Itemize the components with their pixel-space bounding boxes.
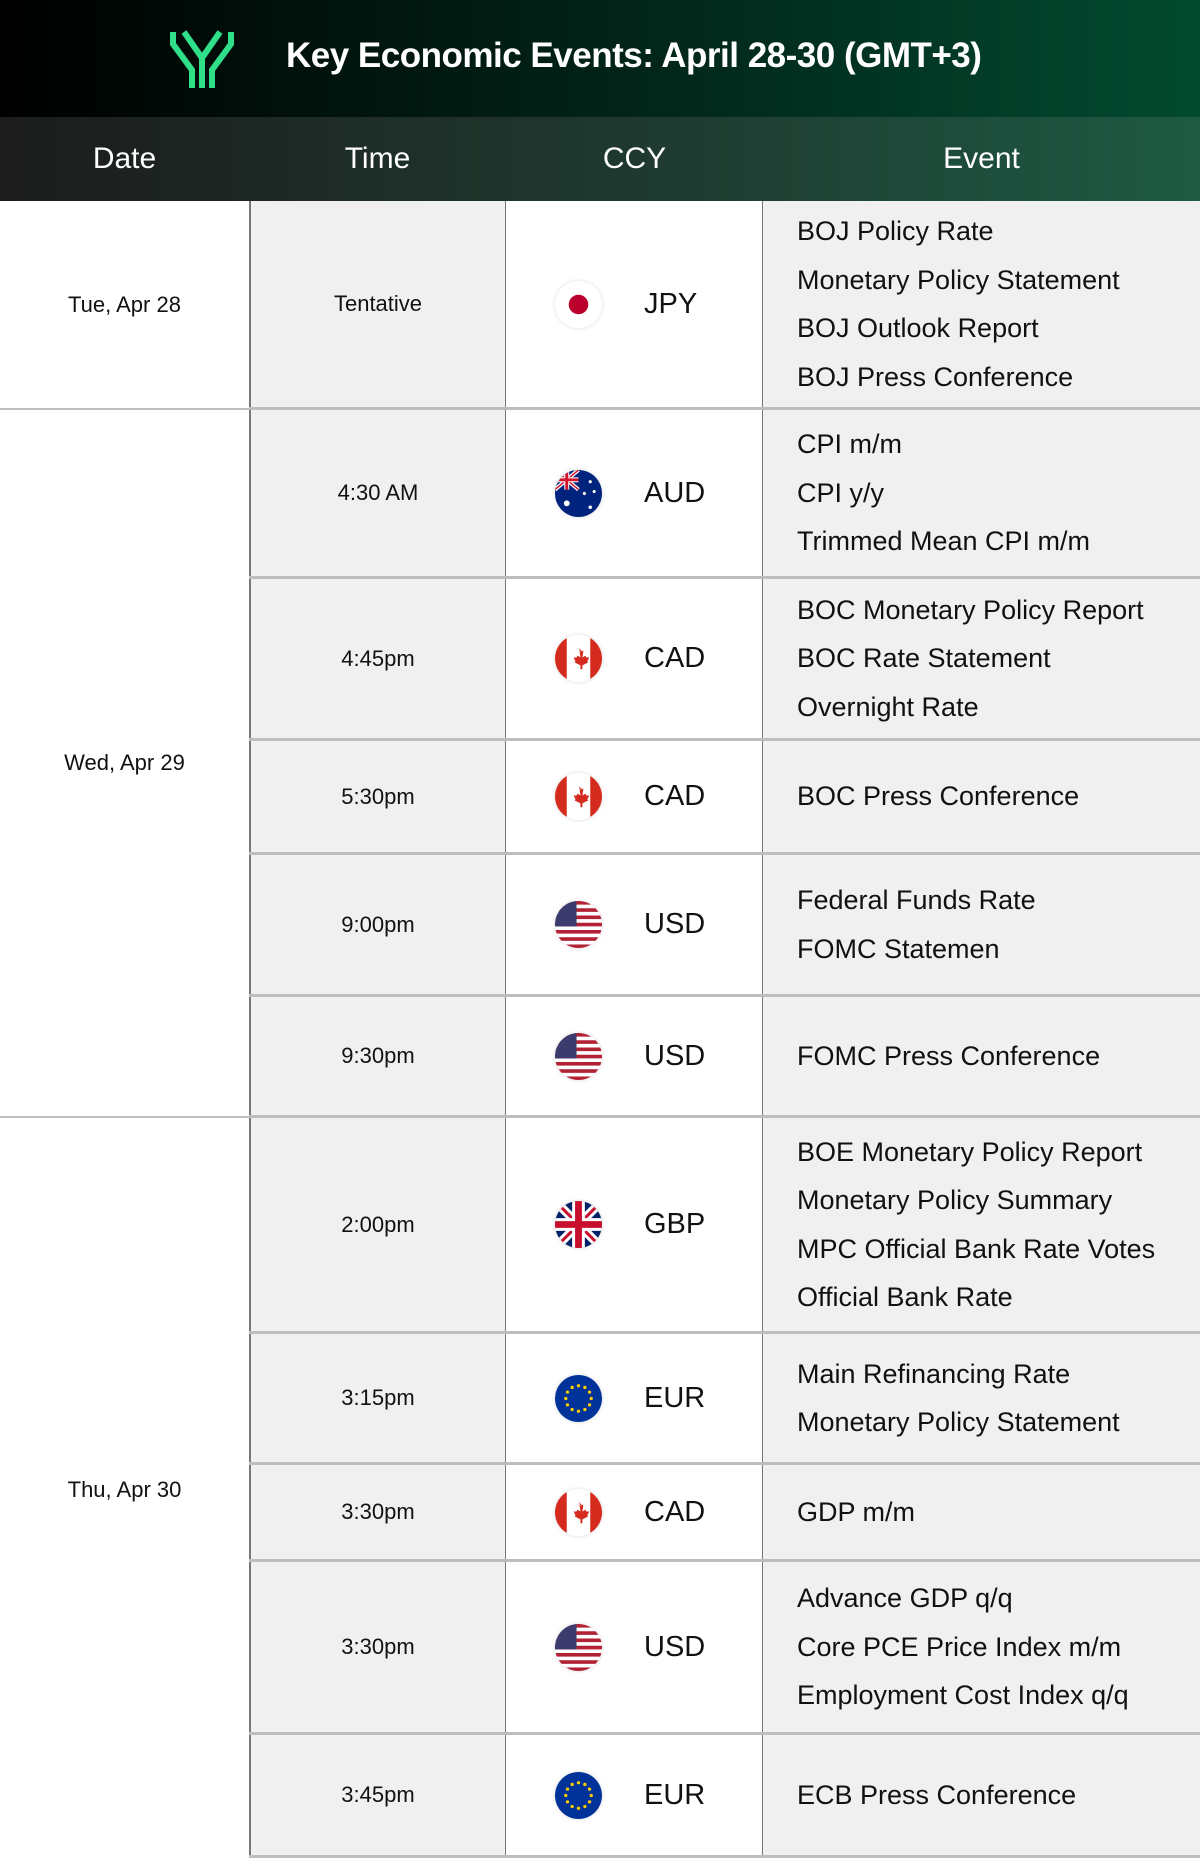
column-header-date: Date xyxy=(92,142,157,175)
event-name: BOE Monetary Policy Report xyxy=(797,1136,1143,1167)
currency-code: CAD xyxy=(644,642,706,674)
event-name: Core PCE Price Index m/m xyxy=(797,1631,1122,1662)
currency-cell xyxy=(506,579,763,738)
event-name: Advance GDP q/q xyxy=(797,1583,1013,1614)
page-title: Key Economic Events: April 28-30 (GMT+3) xyxy=(286,36,982,75)
event-name: Monetary Policy Statement xyxy=(797,1407,1120,1437)
event-name: BOC Rate Statement xyxy=(797,643,1051,674)
currency-code: CAD xyxy=(644,780,706,812)
event-name: BOC Press Conference xyxy=(797,781,1080,812)
event-cell xyxy=(763,1562,1200,1732)
table-row xyxy=(249,1465,1200,1562)
time-cell: 9:00pm xyxy=(249,855,506,994)
currency-cell xyxy=(506,1118,763,1331)
event-cell xyxy=(763,1735,1200,1855)
canada-flag-icon xyxy=(555,1489,602,1536)
event-cell xyxy=(763,201,1200,407)
table-row xyxy=(249,1118,1200,1334)
currency-code: EUR xyxy=(644,1778,706,1811)
time-cell: Tentative xyxy=(249,201,506,407)
currency-code: GBP xyxy=(644,1208,706,1240)
currency-cell xyxy=(506,1334,763,1462)
currency-code: AUD xyxy=(644,476,706,509)
column-header-ccy: CCY xyxy=(602,142,667,175)
time-cell: 3:30pm xyxy=(249,1465,506,1559)
currency-cell xyxy=(506,855,763,994)
event-name: Monetary Policy Statement xyxy=(797,264,1120,295)
canada-flag-icon xyxy=(555,773,602,820)
time-cell: 3:15pm xyxy=(249,1334,506,1462)
uk-flag-icon xyxy=(555,1201,602,1248)
time-cell: 3:45pm xyxy=(249,1735,506,1855)
event-cell xyxy=(763,741,1200,852)
currency-cell xyxy=(506,1735,763,1855)
time-cell: 4:30 AM xyxy=(249,410,506,576)
event-name: Federal Funds Rate xyxy=(797,885,1036,915)
event-name: FOMC Statemen xyxy=(797,933,1000,964)
usa-flag-icon xyxy=(555,901,602,948)
time-cell: 3:30pm xyxy=(249,1562,506,1732)
event-cell xyxy=(763,1334,1200,1462)
event-name: BOJ Press Conference xyxy=(797,361,1074,392)
date-cell: Wed, Apr 29 xyxy=(0,410,249,1118)
event-cell xyxy=(763,410,1200,576)
eu-flag-icon xyxy=(555,1375,602,1422)
event-name: Main Refinancing Rate xyxy=(797,1358,1071,1389)
event-name: BOJ Outlook Report xyxy=(797,313,1039,343)
event-name: CPI m/m xyxy=(797,429,902,460)
event-rows xyxy=(249,201,1200,1858)
australia-flag-icon xyxy=(555,470,602,517)
currency-cell xyxy=(506,741,763,852)
date-column xyxy=(0,201,249,1861)
currency-code: EUR xyxy=(644,1381,706,1414)
usa-flag-icon xyxy=(555,1033,602,1080)
table-row xyxy=(249,997,1200,1118)
currency-cell xyxy=(506,410,763,576)
event-name: FOMC Press Conference xyxy=(797,1040,1101,1071)
event-cell xyxy=(763,1465,1200,1559)
event-name: Overnight Rate xyxy=(797,691,979,722)
table-row xyxy=(249,1562,1200,1735)
event-name: MPC Official Bank Rate Votes xyxy=(797,1233,1156,1264)
currency-code: CAD xyxy=(644,1495,706,1528)
currency-code: USD xyxy=(644,1630,706,1663)
column-header-event: Event xyxy=(943,142,1020,175)
event-name: Trimmed Mean CPI m/m xyxy=(797,526,1091,557)
event-cell xyxy=(763,997,1200,1115)
table-row xyxy=(249,855,1200,997)
brand-logo-icon xyxy=(170,30,234,88)
date-cell: Thu, Apr 30 xyxy=(67,1476,182,1502)
japan-flag-icon xyxy=(555,281,602,328)
currency-cell xyxy=(506,201,763,407)
event-name: CPI y/y xyxy=(797,477,885,508)
table-row xyxy=(249,741,1200,855)
event-cell xyxy=(763,1118,1200,1331)
events-table xyxy=(0,201,1200,1861)
date-cell: Tue, Apr 28 xyxy=(0,201,249,410)
event-name: Employment Cost Index q/q xyxy=(797,1680,1129,1711)
table-row xyxy=(249,579,1200,741)
event-name: Official Bank Rate xyxy=(797,1282,1013,1312)
event-name: GDP m/m xyxy=(797,1496,916,1527)
currency-code: USD xyxy=(644,908,706,940)
currency-cell xyxy=(506,1562,763,1732)
table-row xyxy=(249,1334,1200,1465)
time-cell: 5:30pm xyxy=(249,741,506,852)
usa-flag-icon xyxy=(555,1624,602,1671)
time-cell: 4:45pm xyxy=(249,579,506,738)
currency-cell xyxy=(506,1465,763,1559)
event-cell xyxy=(763,855,1200,994)
table-row xyxy=(249,410,1200,579)
table-row xyxy=(249,201,1200,410)
currency-cell xyxy=(506,997,763,1115)
event-name: Monetary Policy Summary xyxy=(797,1185,1113,1215)
currency-code: USD xyxy=(644,1039,706,1072)
canada-flag-icon xyxy=(555,635,602,682)
time-cell: 9:30pm xyxy=(249,997,506,1115)
event-name: ECB Press Conference xyxy=(797,1779,1077,1810)
time-cell: 2:00pm xyxy=(249,1118,506,1331)
currency-code: JPY xyxy=(644,287,698,320)
event-name: BOC Monetary Policy Report xyxy=(797,594,1144,625)
event-name: BOJ Policy Rate xyxy=(797,216,994,246)
eu-flag-icon xyxy=(555,1772,602,1819)
table-row xyxy=(249,1735,1200,1858)
event-cell xyxy=(763,579,1200,738)
header-banner xyxy=(0,0,1200,117)
column-headers xyxy=(0,117,1200,201)
column-header-time: Time xyxy=(344,142,411,175)
